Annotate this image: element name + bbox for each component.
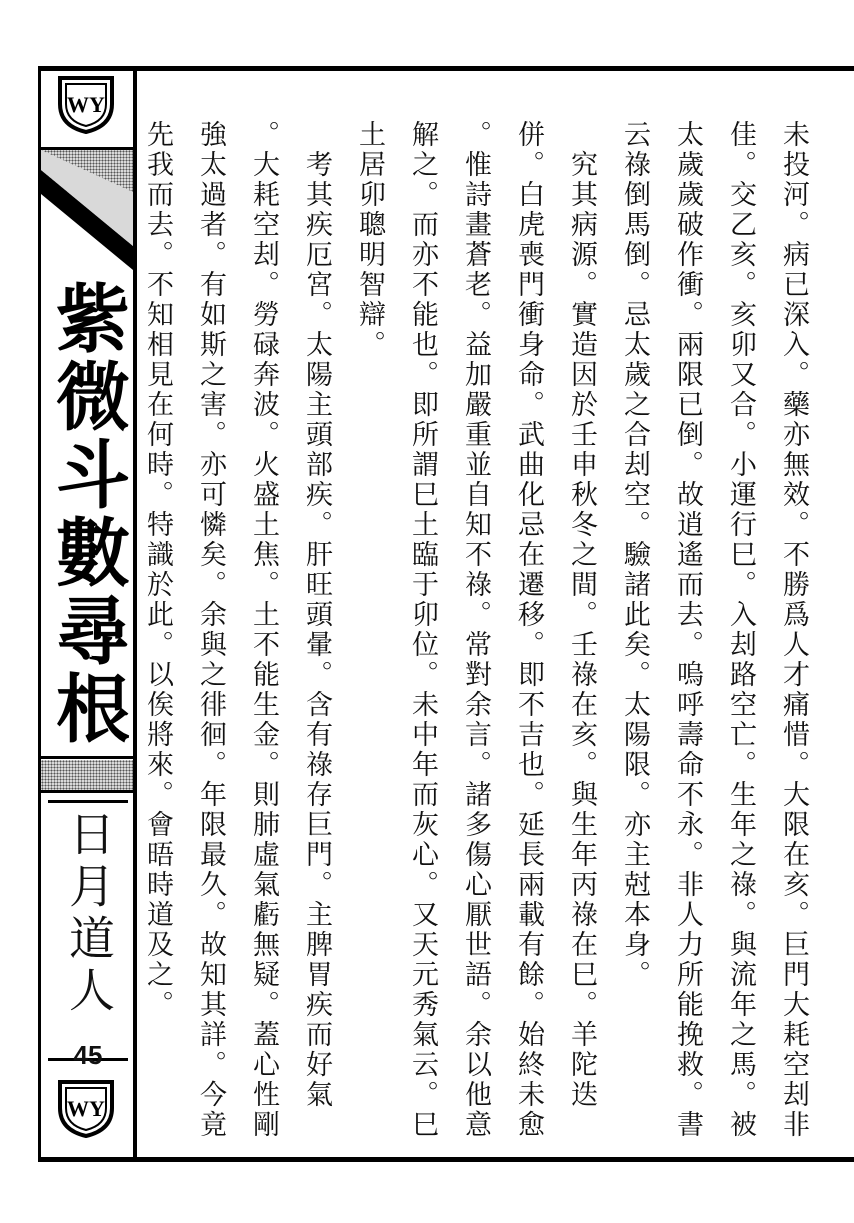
author-name: 日月道人: [62, 810, 116, 1018]
text-column: 先我而去。不知相見在何時。特識於此。以俟將來。會晤時道及之。: [142, 120, 173, 1020]
frame-top-rule: [38, 66, 854, 71]
series-title: 紫微斗數尋根: [44, 280, 130, 748]
text-column: 太歲歲破作衝。兩限已倒。故逍遙而去。嗚呼壽命不永。非人力所能挽救。書: [672, 120, 703, 1140]
text-column: 。大耗空刦。勞碌奔波。火盛土焦。土不能生金。則肺虛氣虧無疑。蓋心性剛: [248, 120, 279, 1140]
text-column: 強太過者。有如斯之害。亦可憐矣。余與之徘徊。年限最久。故知其詳。今竟: [195, 120, 226, 1140]
publisher-emblem-top: [56, 74, 116, 136]
body-text: [142, 120, 820, 1140]
frame-bottom-rule: [38, 1157, 854, 1162]
text-column: 土居卯聰明智辯。: [354, 120, 385, 360]
publisher-emblem-bottom: [56, 1078, 116, 1140]
band-rule: [41, 756, 133, 759]
emblem-monogram: WY: [67, 92, 105, 117]
page-number: 45: [73, 1040, 103, 1070]
band-rule: [41, 790, 133, 793]
text-column: 未投河。病已深入。藥亦無效。不勝爲人才痛惜。大限在亥。巨門大耗空刦非: [778, 120, 809, 1140]
text-column: 解之。而亦不能也。即所謂巳土臨于卯位。未中年而灰心。又天元秀氣云。巳: [407, 120, 438, 1140]
halftone-band-bottom: [41, 760, 133, 790]
text-column: 。惟詩畫蒼老。益加嚴重並自知不祿。常對余言。諸多傷心厭世語。余以他意: [460, 120, 491, 1140]
decorative-diagonal: [41, 150, 133, 280]
text-column: 併。白虎喪門衝身命。武曲化忌在遷移。即不吉也。延長兩載有餘。始終未愈: [513, 120, 544, 1140]
text-column: 佳。交乙亥。亥卯又合。小運行巳。入刦路空亡。生年之祿。與流年之馬。被: [725, 120, 756, 1140]
text-column: 云祿倒馬倒。忌太歲之合刦空。驗諸此矣。太陽限。亦主尅本身。: [619, 120, 650, 990]
emblem-monogram: WY: [67, 1096, 105, 1121]
text-column: 考其疾厄宮。太陽主頭部疾。肝旺頭暈。含有祿存巨門。主脾胃疾而好氣: [301, 120, 332, 1110]
text-column: 究其病源。實造因於壬申秋冬之間。壬祿在亥。與生年丙祿在巳。羊陀迭: [566, 120, 597, 1110]
